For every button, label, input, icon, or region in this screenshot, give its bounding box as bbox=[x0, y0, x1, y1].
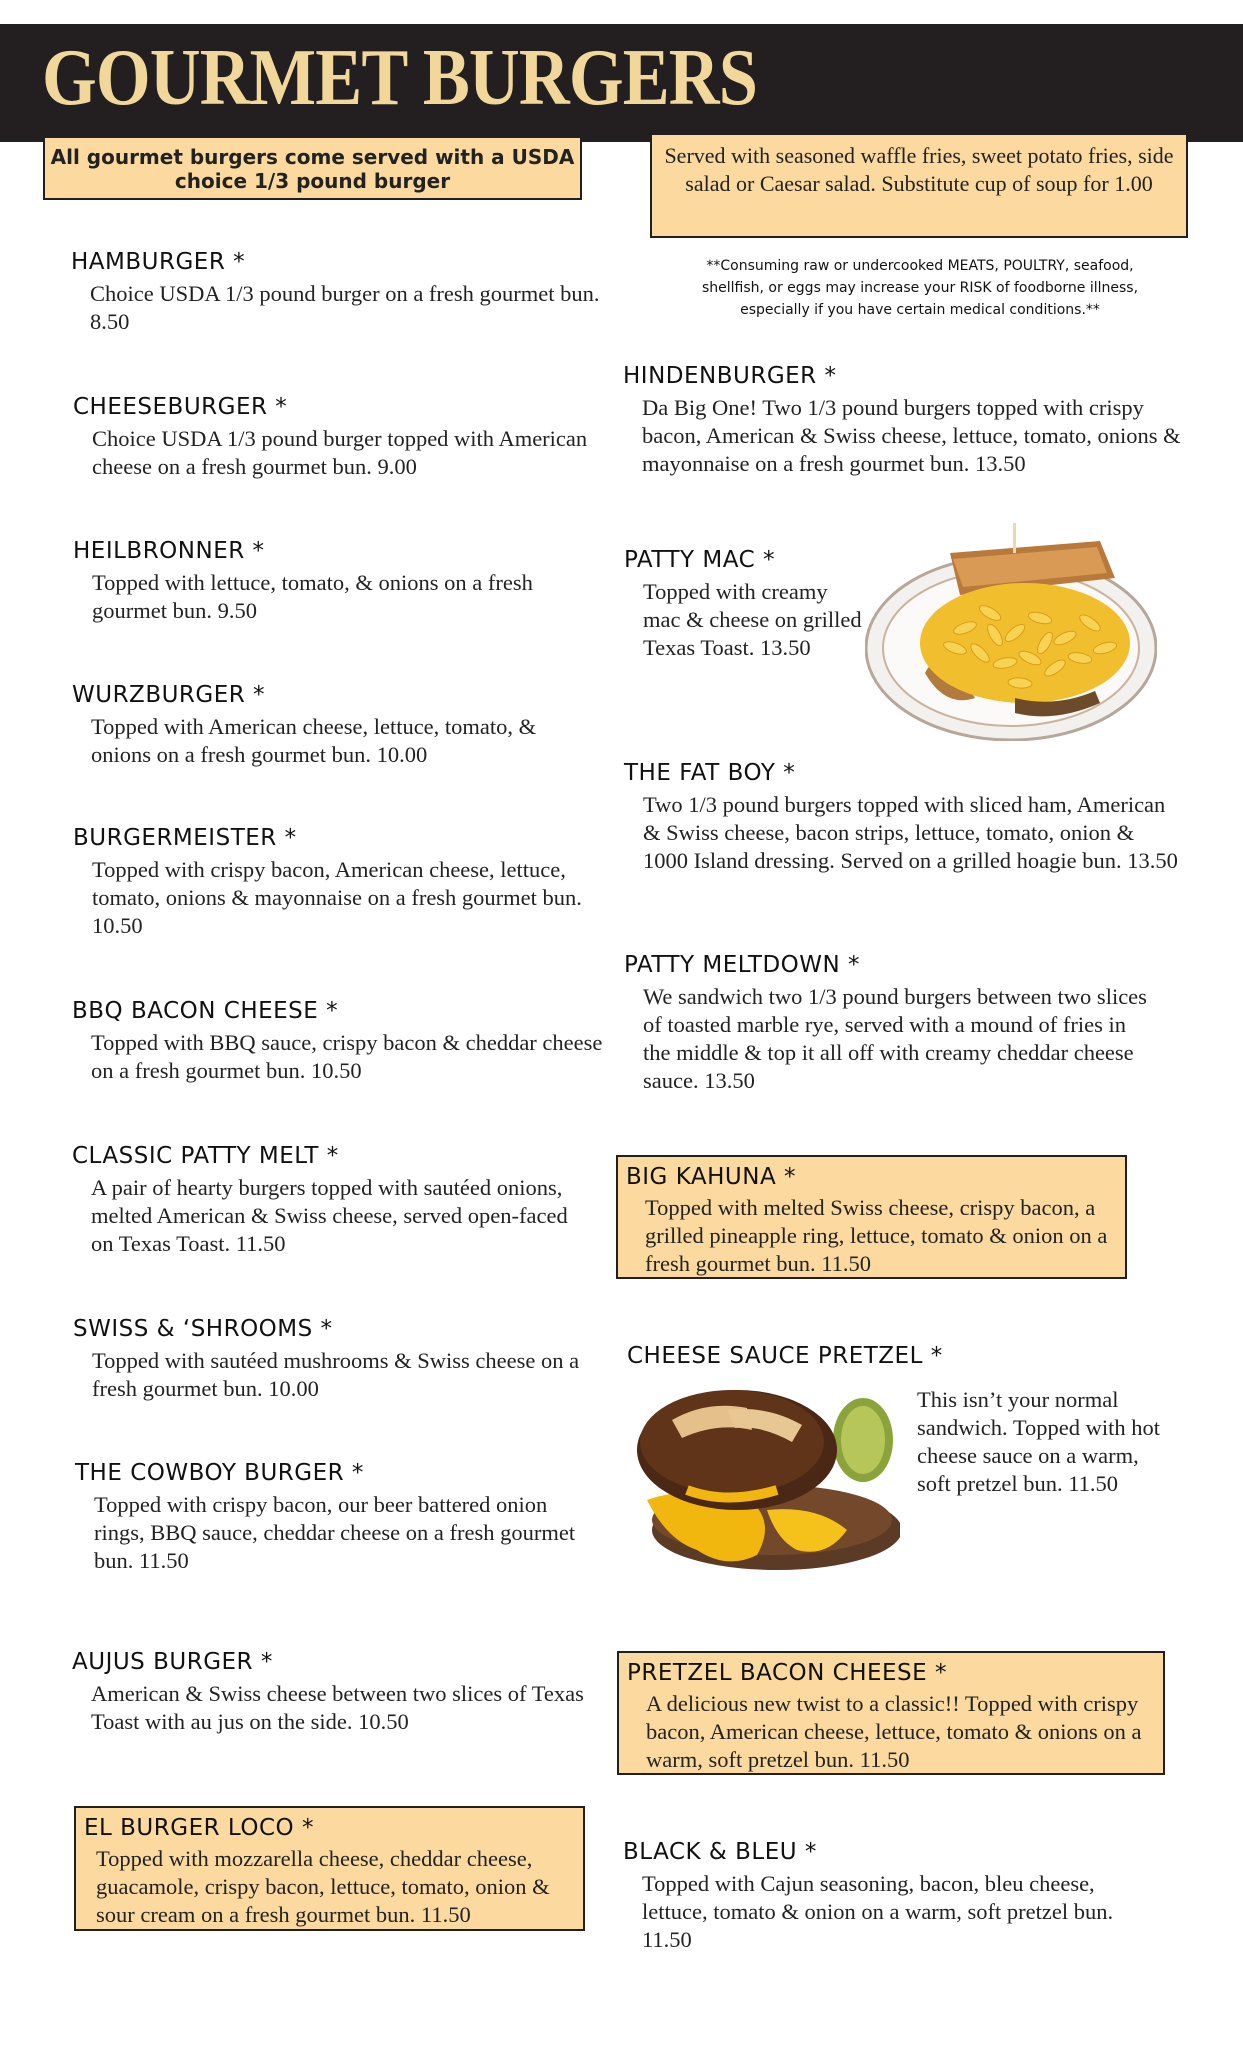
item-name: HAMBURGER * bbox=[71, 249, 246, 275]
item-name: BBQ BACON CHEESE * bbox=[72, 998, 339, 1024]
item-name: THE FAT BOY * bbox=[624, 760, 796, 786]
consumer-warning: **Consuming raw or undercooked MEATS, POULTRY, seafood, shellfish, or eggs may increase your RISK of foodborne illness, especially if you have certain medical conditions.** bbox=[701, 258, 1139, 318]
cheese-sauce-pretzel-photo bbox=[627, 1380, 900, 1580]
item-desc: Topped with mozzarella cheese, cheddar cheese, guacamole, crispy bacon, lettuce, tomato, onion & sour cream on a fresh gourmet bun. 11.50 bbox=[96, 1846, 550, 1927]
item-name: WURZBURGER * bbox=[72, 682, 266, 708]
item-desc: American & Swiss cheese between two slices of Texas Toast with au jus on the side. 10.50 bbox=[91, 1681, 584, 1734]
item-name: THE COWBOY BURGER * bbox=[75, 1460, 364, 1486]
patty-mac-illustration bbox=[865, 523, 1157, 741]
burger-size-note: All gourmet burgers come served with a USDA choice 1/3 pound burger bbox=[43, 136, 582, 200]
item-name: CHEESEBURGER * bbox=[73, 394, 288, 420]
item-name: BURGERMEISTER * bbox=[73, 825, 297, 851]
sides-note: Served with seasoned waffle fries, sweet potato fries, side salad or Caesar salad. Substitute cup of soup for 1.00 bbox=[650, 133, 1188, 238]
menu-item-el-burger-loco bbox=[74, 1806, 585, 1931]
menu-item-burgermeister bbox=[73, 823, 593, 940]
page-title: GOURMET BURGERS bbox=[42, 34, 758, 122]
item-name: CHEESE SAUCE PRETZEL * bbox=[627, 1343, 943, 1369]
item-name: SWISS & ‘SHROOMS * bbox=[73, 1316, 333, 1342]
item-desc: Topped with melted Swiss cheese, crispy bacon, a grilled pineapple ring, lettuce, tomato & onion on a fresh gourmet bun. 11.50 bbox=[645, 1195, 1108, 1276]
menu-item-cowboy-burger bbox=[75, 1458, 585, 1575]
menu-item-bbq-bacon-cheese bbox=[72, 996, 612, 1085]
menu-item-pretzel-bacon-cheese bbox=[617, 1651, 1165, 1775]
item-name: PRETZEL BACON CHEESE * bbox=[627, 1660, 947, 1686]
item-name: PATTY MAC * bbox=[624, 547, 775, 573]
menu-item-heilbronner bbox=[73, 536, 543, 625]
menu-item-cheese-sauce-pretzel bbox=[627, 1341, 987, 1371]
item-name: EL BURGER LOCO * bbox=[84, 1815, 314, 1841]
menu-item-classic-patty-melt bbox=[72, 1141, 572, 1258]
item-desc: Da Big One! Two 1/3 pound burgers topped with crispy bacon, American & Swiss cheese, lettuce, tomato, onions & mayonnaise on a fresh gourmet bun. 13.50 bbox=[642, 395, 1181, 476]
item-name: BLACK & BLEU * bbox=[623, 1839, 817, 1865]
cheese-sauce-pretzel-desc: This isn’t your normal sandwich. Topped with hot cheese sauce on a warm, soft pretzel bun. 11.50 bbox=[917, 1387, 1160, 1496]
item-desc: A delicious new twist to a classic!! Topped with crispy bacon, American cheese, lettuce, tomato & onions on a warm, soft pretzel bun. 11.50 bbox=[646, 1691, 1142, 1772]
menu-item-fat-boy bbox=[624, 758, 1184, 875]
item-name: AUJUS BURGER * bbox=[72, 1649, 273, 1675]
menu-item-hindenburger bbox=[623, 361, 1183, 478]
item-desc: Topped with BBQ sauce, crispy bacon & cheddar cheese on a fresh gourmet bun. 10.50 bbox=[91, 1030, 603, 1083]
menu-item-swiss-shrooms bbox=[73, 1314, 603, 1403]
item-desc: Choice USDA 1/3 pound burger topped with American cheese on a fresh gourmet bun. 9.00 bbox=[92, 426, 588, 479]
item-desc: Topped with Cajun seasoning, bacon, bleu cheese, lettuce, tomato & onion on a warm, soft pretzel bun. 11.50 bbox=[642, 1871, 1114, 1952]
menu-item-patty-meltdown bbox=[624, 950, 1154, 1095]
item-desc: A pair of hearty burgers topped with sautéed onions, melted American & Swiss cheese, served open-faced on Texas Toast. 11.50 bbox=[91, 1175, 568, 1256]
item-desc: Topped with lettuce, tomato, & onions on a fresh gourmet bun. 9.50 bbox=[92, 570, 533, 623]
menu-item-patty-mac bbox=[624, 545, 864, 662]
item-name: PATTY MELTDOWN * bbox=[624, 952, 861, 978]
item-name: CLASSIC PATTY MELT * bbox=[72, 1143, 339, 1169]
menu-item-hamburger bbox=[71, 247, 611, 336]
patty-mac-photo bbox=[865, 523, 1157, 741]
pretzel-burger-illustration bbox=[627, 1380, 900, 1580]
item-name: HEILBRONNER * bbox=[73, 538, 265, 564]
item-desc: Topped with creamy mac & cheese on grilled Texas Toast. 13.50 bbox=[643, 579, 862, 660]
menu-item-aujus-burger bbox=[72, 1647, 602, 1736]
item-desc: Two 1/3 pound burgers topped with sliced ham, American & Swiss cheese, bacon strips, lettuce, tomato, onion & 1000 Island dressing. Served on a grilled hoagie bun. 13.50 bbox=[643, 792, 1178, 873]
item-desc: Choice USDA 1/3 pound burger on a fresh gourmet bun. 8.50 bbox=[90, 281, 600, 334]
item-desc: Topped with American cheese, lettuce, tomato, & onions on a fresh gourmet bun. 10.00 bbox=[91, 714, 537, 767]
menu-item-black-bleu bbox=[623, 1837, 1163, 1954]
item-desc: Topped with sautéed mushrooms & Swiss cheese on a fresh gourmet bun. 10.00 bbox=[92, 1348, 580, 1401]
item-name: HINDENBURGER * bbox=[623, 363, 837, 389]
menu-item-big-kahuna bbox=[616, 1155, 1127, 1279]
menu-item-cheeseburger bbox=[73, 392, 593, 481]
item-name: BIG KAHUNA * bbox=[626, 1164, 796, 1190]
item-desc: Topped with crispy bacon, American cheese, lettuce, tomato, onions & mayonnaise on a fresh gourmet bun. 10.50 bbox=[92, 857, 582, 938]
menu-item-wurzburger bbox=[72, 680, 582, 769]
item-desc: We sandwich two 1/3 pound burgers between two slices of toasted marble rye, served with a mound of fries in the middle & top it all off with creamy cheddar cheese sauce. 13.50 bbox=[643, 984, 1147, 1093]
item-desc: Topped with crispy bacon, our beer battered onion rings, BBQ sauce, cheddar cheese on a fresh gourmet bun. 11.50 bbox=[94, 1492, 576, 1573]
